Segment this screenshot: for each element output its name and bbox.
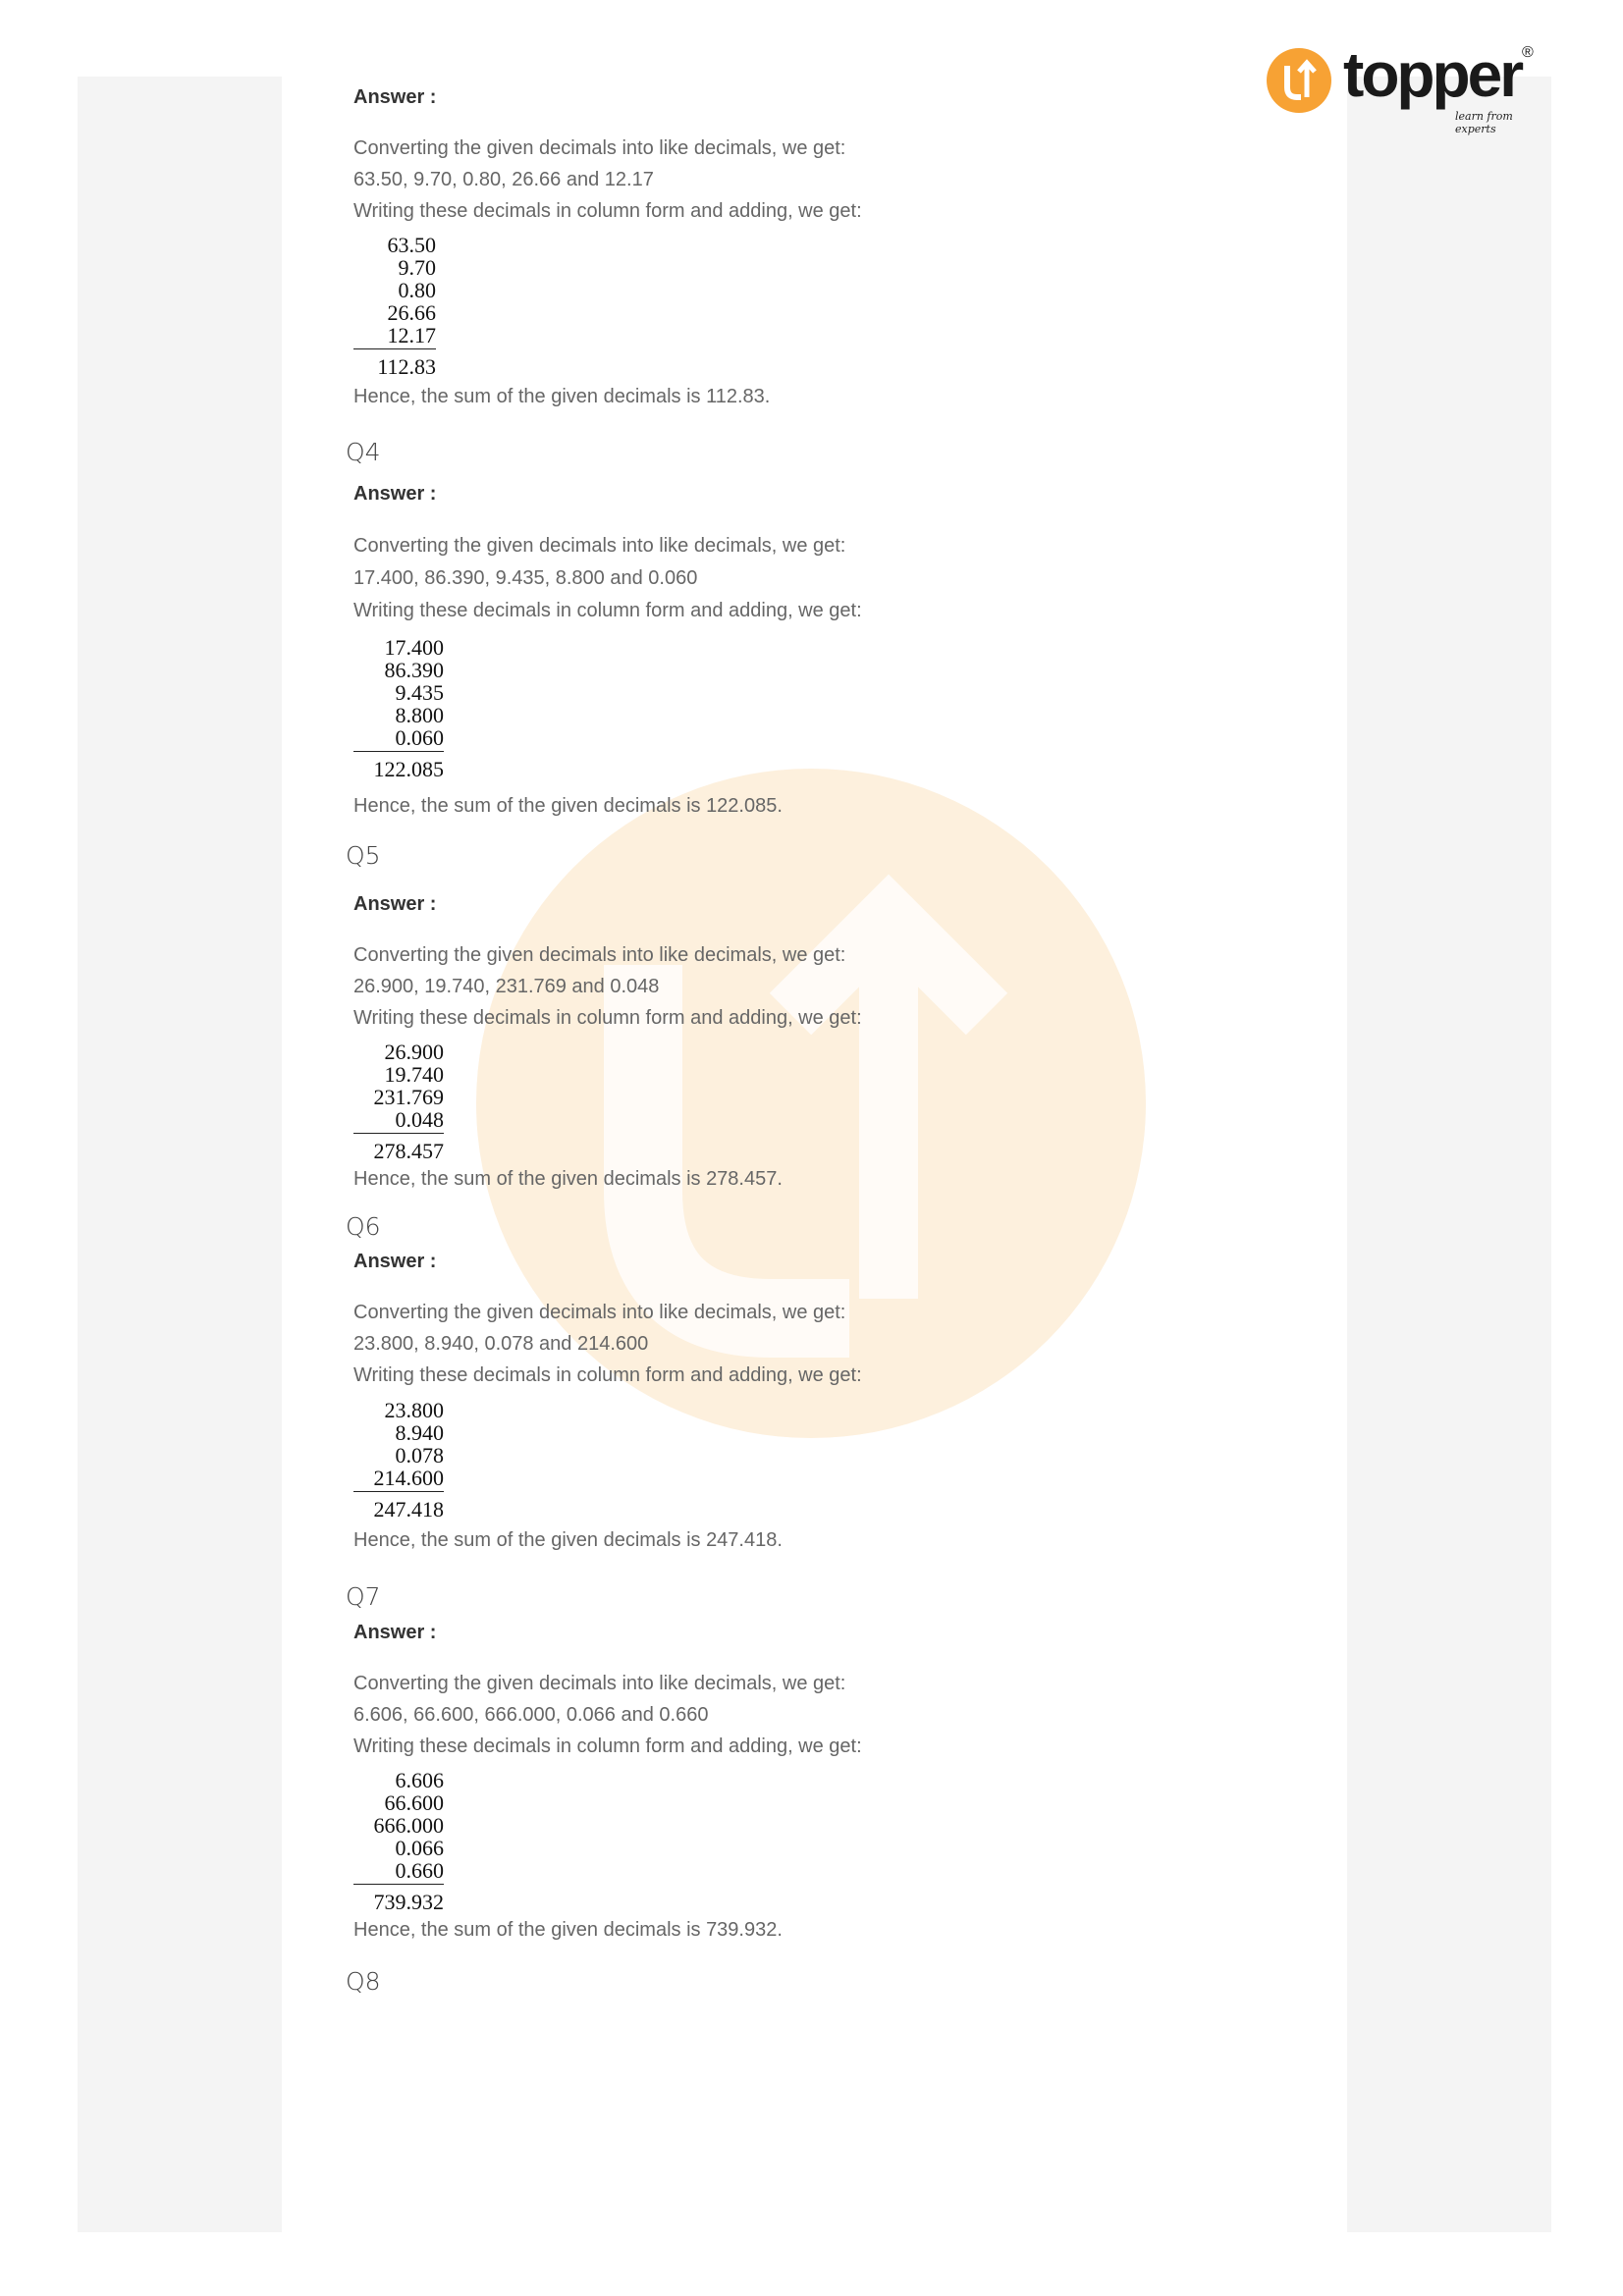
question-label: Q7 xyxy=(346,1582,381,1611)
conclusion: Hence, the sum of the given decimals is 112.83. xyxy=(353,386,771,407)
sum-value: 278.457 xyxy=(373,1139,444,1163)
addend: 9.70 xyxy=(398,255,436,280)
column-addition xyxy=(353,1769,444,1915)
decimals-list: 6.606, 66.600, 666.000, 0.066 and 0.660 xyxy=(353,1704,709,1726)
addend: 66.600 xyxy=(384,1790,444,1815)
sum-rule xyxy=(353,1491,444,1492)
addend: 6.606 xyxy=(395,1768,444,1792)
question-label: Q5 xyxy=(346,841,381,870)
addend: 0.048 xyxy=(395,1107,444,1132)
explanation-line: Converting the given decimals into like decimals, we get: xyxy=(353,1673,846,1694)
sum-value: 112.83 xyxy=(377,354,436,379)
conclusion: Hence, the sum of the given decimals is 247.418. xyxy=(353,1529,783,1551)
decimals-list: 23.800, 8.940, 0.078 and 214.600 xyxy=(353,1333,649,1355)
answer-label: Answer : xyxy=(353,1251,437,1272)
explanation-line: Writing these decimals in column form and adding, we get: xyxy=(353,1735,862,1757)
sum-value: 122.085 xyxy=(373,757,444,781)
up-arrow-icon xyxy=(1279,58,1319,103)
explanation-line: Converting the given decimals into like decimals, we get: xyxy=(353,1302,846,1323)
logo-badge xyxy=(1267,48,1331,113)
answer-label: Answer : xyxy=(353,893,437,915)
explanation-line: Converting the given decimals into like decimals, we get: xyxy=(353,944,846,966)
conclusion: Hence, the sum of the given decimals is 122.085. xyxy=(353,795,783,817)
sum-rule xyxy=(353,348,436,349)
addend: 0.060 xyxy=(395,725,444,750)
explanation-line: Converting the given decimals into like decimals, we get: xyxy=(353,137,846,159)
explanation-line: Writing these decimals in column form and adding, we get: xyxy=(353,1364,862,1386)
addend: 23.800 xyxy=(384,1398,444,1422)
left-margin-panel xyxy=(78,77,282,2232)
addend: 0.660 xyxy=(395,1858,444,1883)
sum-value: 739.932 xyxy=(373,1890,444,1914)
logo-wordmark: topper xyxy=(1343,39,1522,110)
question-label: Q6 xyxy=(346,1212,381,1241)
addend: 86.390 xyxy=(384,658,444,682)
addend: 19.740 xyxy=(384,1062,444,1087)
column-addition xyxy=(353,1041,444,1164)
conclusion: Hence, the sum of the given decimals is 739.932. xyxy=(353,1919,783,1941)
explanation-line: Writing these decimals in column form and adding, we get: xyxy=(353,600,862,621)
answer-label: Answer : xyxy=(353,483,437,505)
decimals-list: 63.50, 9.70, 0.80, 26.66 and 12.17 xyxy=(353,169,654,190)
column-addition xyxy=(353,1399,444,1522)
addend: 9.435 xyxy=(395,680,444,705)
question-label: Q4 xyxy=(346,438,381,466)
addend: 26.66 xyxy=(387,300,436,325)
topper-logo xyxy=(1267,39,1542,135)
addend: 0.078 xyxy=(395,1443,444,1468)
addend: 0.80 xyxy=(398,278,436,302)
decimals-list: 17.400, 86.390, 9.435, 8.800 and 0.060 xyxy=(353,567,698,589)
addend: 214.600 xyxy=(373,1466,444,1490)
decimals-list: 26.900, 19.740, 231.769 and 0.048 xyxy=(353,976,660,997)
explanation-line: Writing these decimals in column form and adding, we get: xyxy=(353,1007,862,1029)
addend: 63.50 xyxy=(387,233,436,257)
addend: 8.800 xyxy=(395,703,444,727)
addend: 17.400 xyxy=(384,635,444,660)
answer-label: Answer : xyxy=(353,1622,437,1643)
addend: 0.066 xyxy=(395,1836,444,1860)
addend: 231.769 xyxy=(373,1085,444,1109)
sum-rule xyxy=(353,1133,444,1134)
explanation-line: Writing these decimals in column form and adding, we get: xyxy=(353,200,862,222)
registered-mark: ® xyxy=(1522,44,1534,61)
logo-tagline: learn from experts xyxy=(1455,110,1513,135)
addend: 666.000 xyxy=(373,1813,444,1838)
question-label: Q8 xyxy=(346,1967,381,1996)
explanation-line: Converting the given decimals into like decimals, we get: xyxy=(353,535,846,557)
column-addition xyxy=(353,636,444,782)
sum-rule xyxy=(353,751,444,752)
column-addition xyxy=(353,234,436,380)
sum-rule xyxy=(353,1884,444,1885)
addend: 26.900 xyxy=(384,1040,444,1064)
right-margin-panel xyxy=(1347,77,1551,2232)
addend: 8.940 xyxy=(395,1420,444,1445)
answer-label: Answer : xyxy=(353,86,437,108)
addend: 12.17 xyxy=(387,323,436,347)
sum-value: 247.418 xyxy=(373,1497,444,1522)
conclusion: Hence, the sum of the given decimals is 278.457. xyxy=(353,1168,783,1190)
